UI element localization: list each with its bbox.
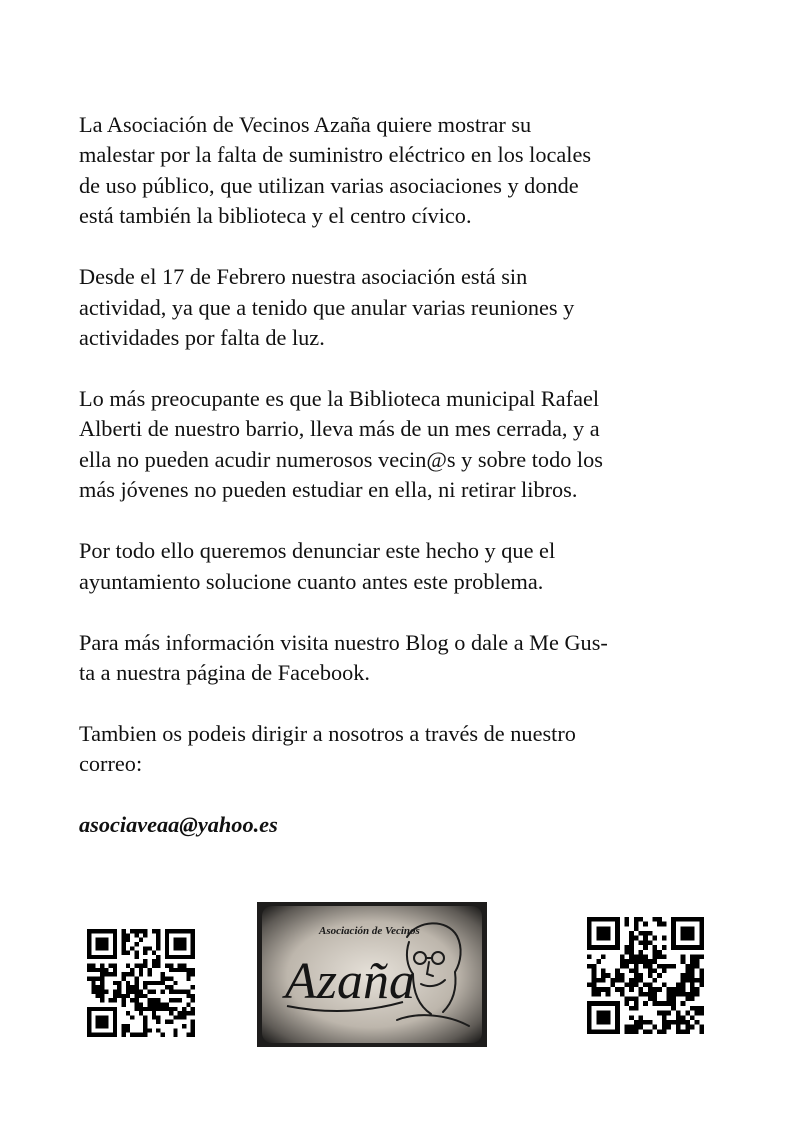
paragraph-1 (79, 110, 729, 232)
text-line: de uso público, que utilizan varias asociaciones y donde (79, 172, 579, 198)
text-line: ella no pueden acudir numerosos vecin@s y sobre todo los (79, 446, 603, 472)
paragraph-3 (79, 384, 729, 506)
paragraph-4 (79, 536, 729, 597)
text-line: ta a nuestra página de Facebook. (79, 660, 370, 686)
text-line: Desde el 17 de Febrero nuestra asociación está sin (79, 264, 528, 290)
text-line: actividades por falta de luz. (79, 325, 325, 351)
text-line: malestar por la falta de suministro eléctrico en los locales (79, 142, 592, 168)
text-line: ayuntamiento solucione cuanto antes este problema. (79, 568, 544, 594)
qr-code-left-icon (87, 929, 195, 1037)
text-line: está también la biblioteca y el centro cívico. (79, 203, 472, 229)
email-address[interactable]: asociaveaa@yahoo.es (79, 812, 278, 838)
text-line: Por todo ello queremos denunciar este hecho y que el (79, 538, 556, 564)
text-line: actividad, ya que a tenido que anular varias reuniones y (79, 294, 575, 320)
text-line: más jóvenes no pueden estudiar en ella, ni retirar libros. (79, 477, 578, 503)
body-text (79, 110, 729, 871)
text-line: La Asociación de Vecinos Azaña quiere mostrar su (79, 112, 532, 137)
logo-subtitle: Asociación de Vecinos (319, 925, 420, 937)
text-line: Para más información visita nuestro Blog o dale a Me Gus- (79, 629, 608, 655)
text-line: Tambien os podeis dirigir a nosotros a través de nuestro (79, 721, 576, 747)
text-line: Lo más preocupante es que la Biblioteca municipal Rafael (79, 386, 600, 412)
paragraph-2 (79, 262, 729, 353)
text-line: correo: (79, 751, 143, 777)
paragraph-6 (79, 719, 729, 780)
qr-code-right-icon (587, 917, 704, 1034)
text-line: Alberti de nuestro barrio, lleva más de un mes cerrada, y a (79, 416, 600, 442)
paragraph-5 (79, 628, 729, 689)
logo-title: Azaña (285, 953, 415, 1010)
association-logo (257, 902, 487, 1047)
